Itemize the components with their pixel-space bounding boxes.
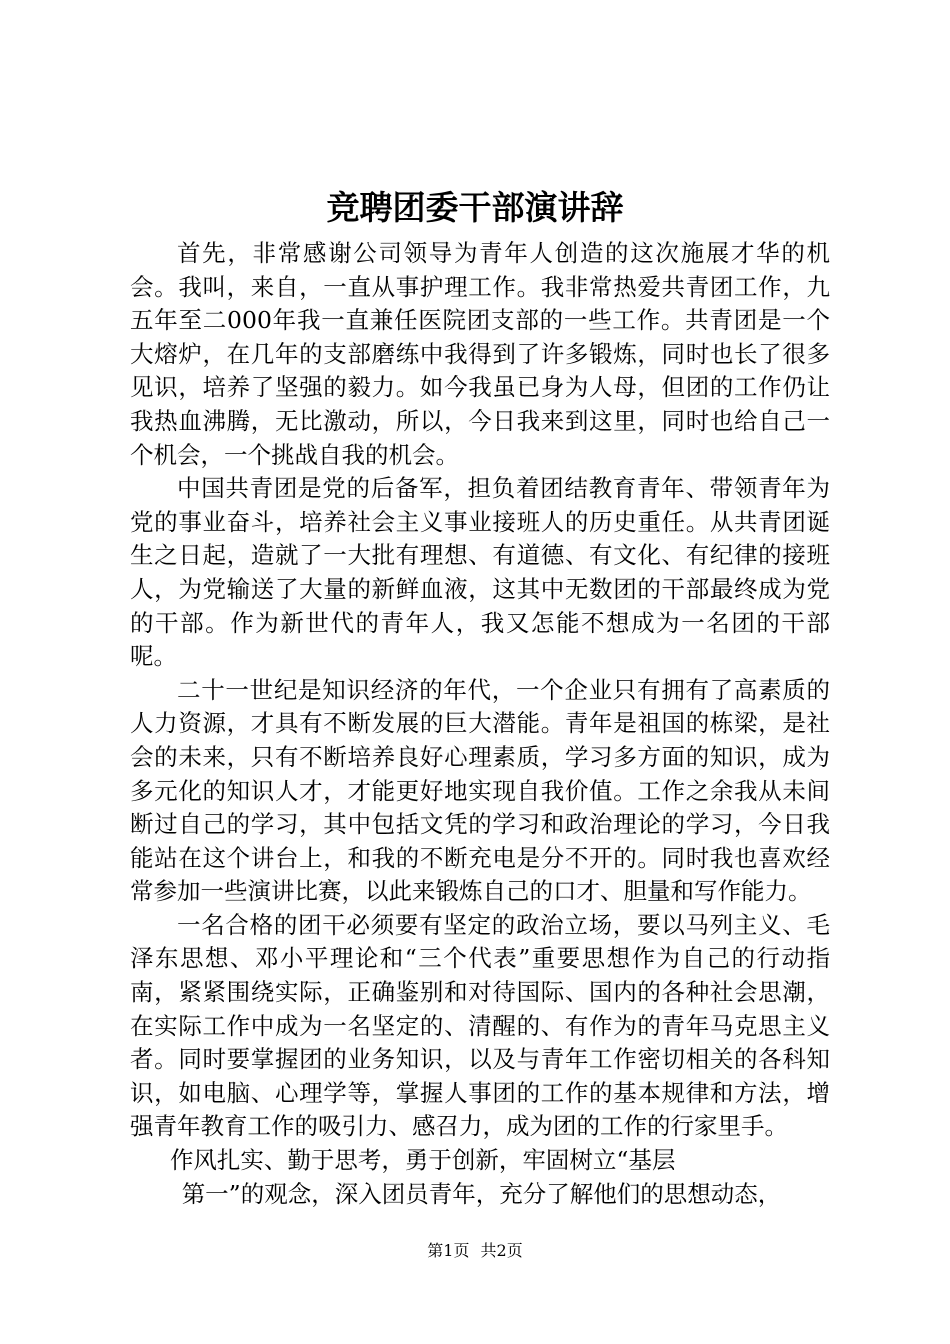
paragraph-6: 第一”的观念，深入团员青年，充分了解他们的思想动态， [181, 1179, 782, 1208]
paragraph-2: 中国共青团是党的后备军，担负着团结教育青年、带领青年为党的事业奋斗，培养社会主义事业接班人的历史重任。从共青团诞生之日起，造就了一大批有理想、有道德、有文化、有纪律的接班人，为党输送了大量的新鲜血液，这其中无数团的干部最终成为党的干部。作为新世代的青年人，我又怎能不想成为一名团的干部呢。 [130, 474, 830, 671]
document-body [130, 237, 830, 1211]
page-footer [0, 1240, 950, 1262]
paragraph-3: 二十一世纪是知识经济的年代，一个企业只有拥有了高素质的人力资源，才具有不断发展的巨大潜能。青年是祖国的栋梁，是社会的未来，只有不断培养良好心理素质，学习多方面的知识，成为多元化的知识人才，才能更好地实现自我价值。工作之余我从未间断过自己的学习，其中包括文凭的学习和政治理论的学习，今日我能站在这个讲台上，和我的不断充电是分不开的。同时我也喜欢经常参加一些演讲比赛，以此来锻炼自己的口才、胆量和写作能力。 [130, 675, 830, 906]
paragraph-4: 一名合格的团干必须要有坚定的政治立场，要以马列主义、毛泽东思想、邓小平理论和“三个代表”重要思想作为自己的行动指南，紧紧围绕实际，正确鉴别和对待国际、国内的各种社会思潮，在实际工作中成为一名坚定的、清醒的、有作为的青年马克思主义者。同时要掌握团的业务知识，以及与青年工作密切相关的各科知识，如电脑、心理学等，掌握人事团的工作的基本规律和方法，增强青年教育工作的吸引力、感召力，成为团的工作的行家里手。 [130, 910, 830, 1141]
document-title: 竞聘团委干部演讲辞 [326, 188, 624, 227]
paragraph-5: 作风扎实、勤于思考，勇于创新，牢固树立“基层 [169, 1146, 676, 1175]
paragraph-1: 首先，非常感谢公司领导为青年人创造的这次施展才华的机会。我叫，来自，一直从事护理工作。我非常热爱共青团工作，九五年至二000年我一直兼任医院团支部的一些工作。共青团是一个大熔炉，在几年的支部磨练中我得到了许多锻炼，同时也长了很多见识，培养了坚强的毅力。如今我虽已身为人母，但团的工作仍让我热血沸腾，无比激动，所以，今日我来到这里，同时也给自己一个机会，一个挑战自我的机会。 [130, 239, 830, 469]
page-number: 第1页 [427, 1241, 470, 1260]
page-total: 共2页 [480, 1241, 523, 1260]
